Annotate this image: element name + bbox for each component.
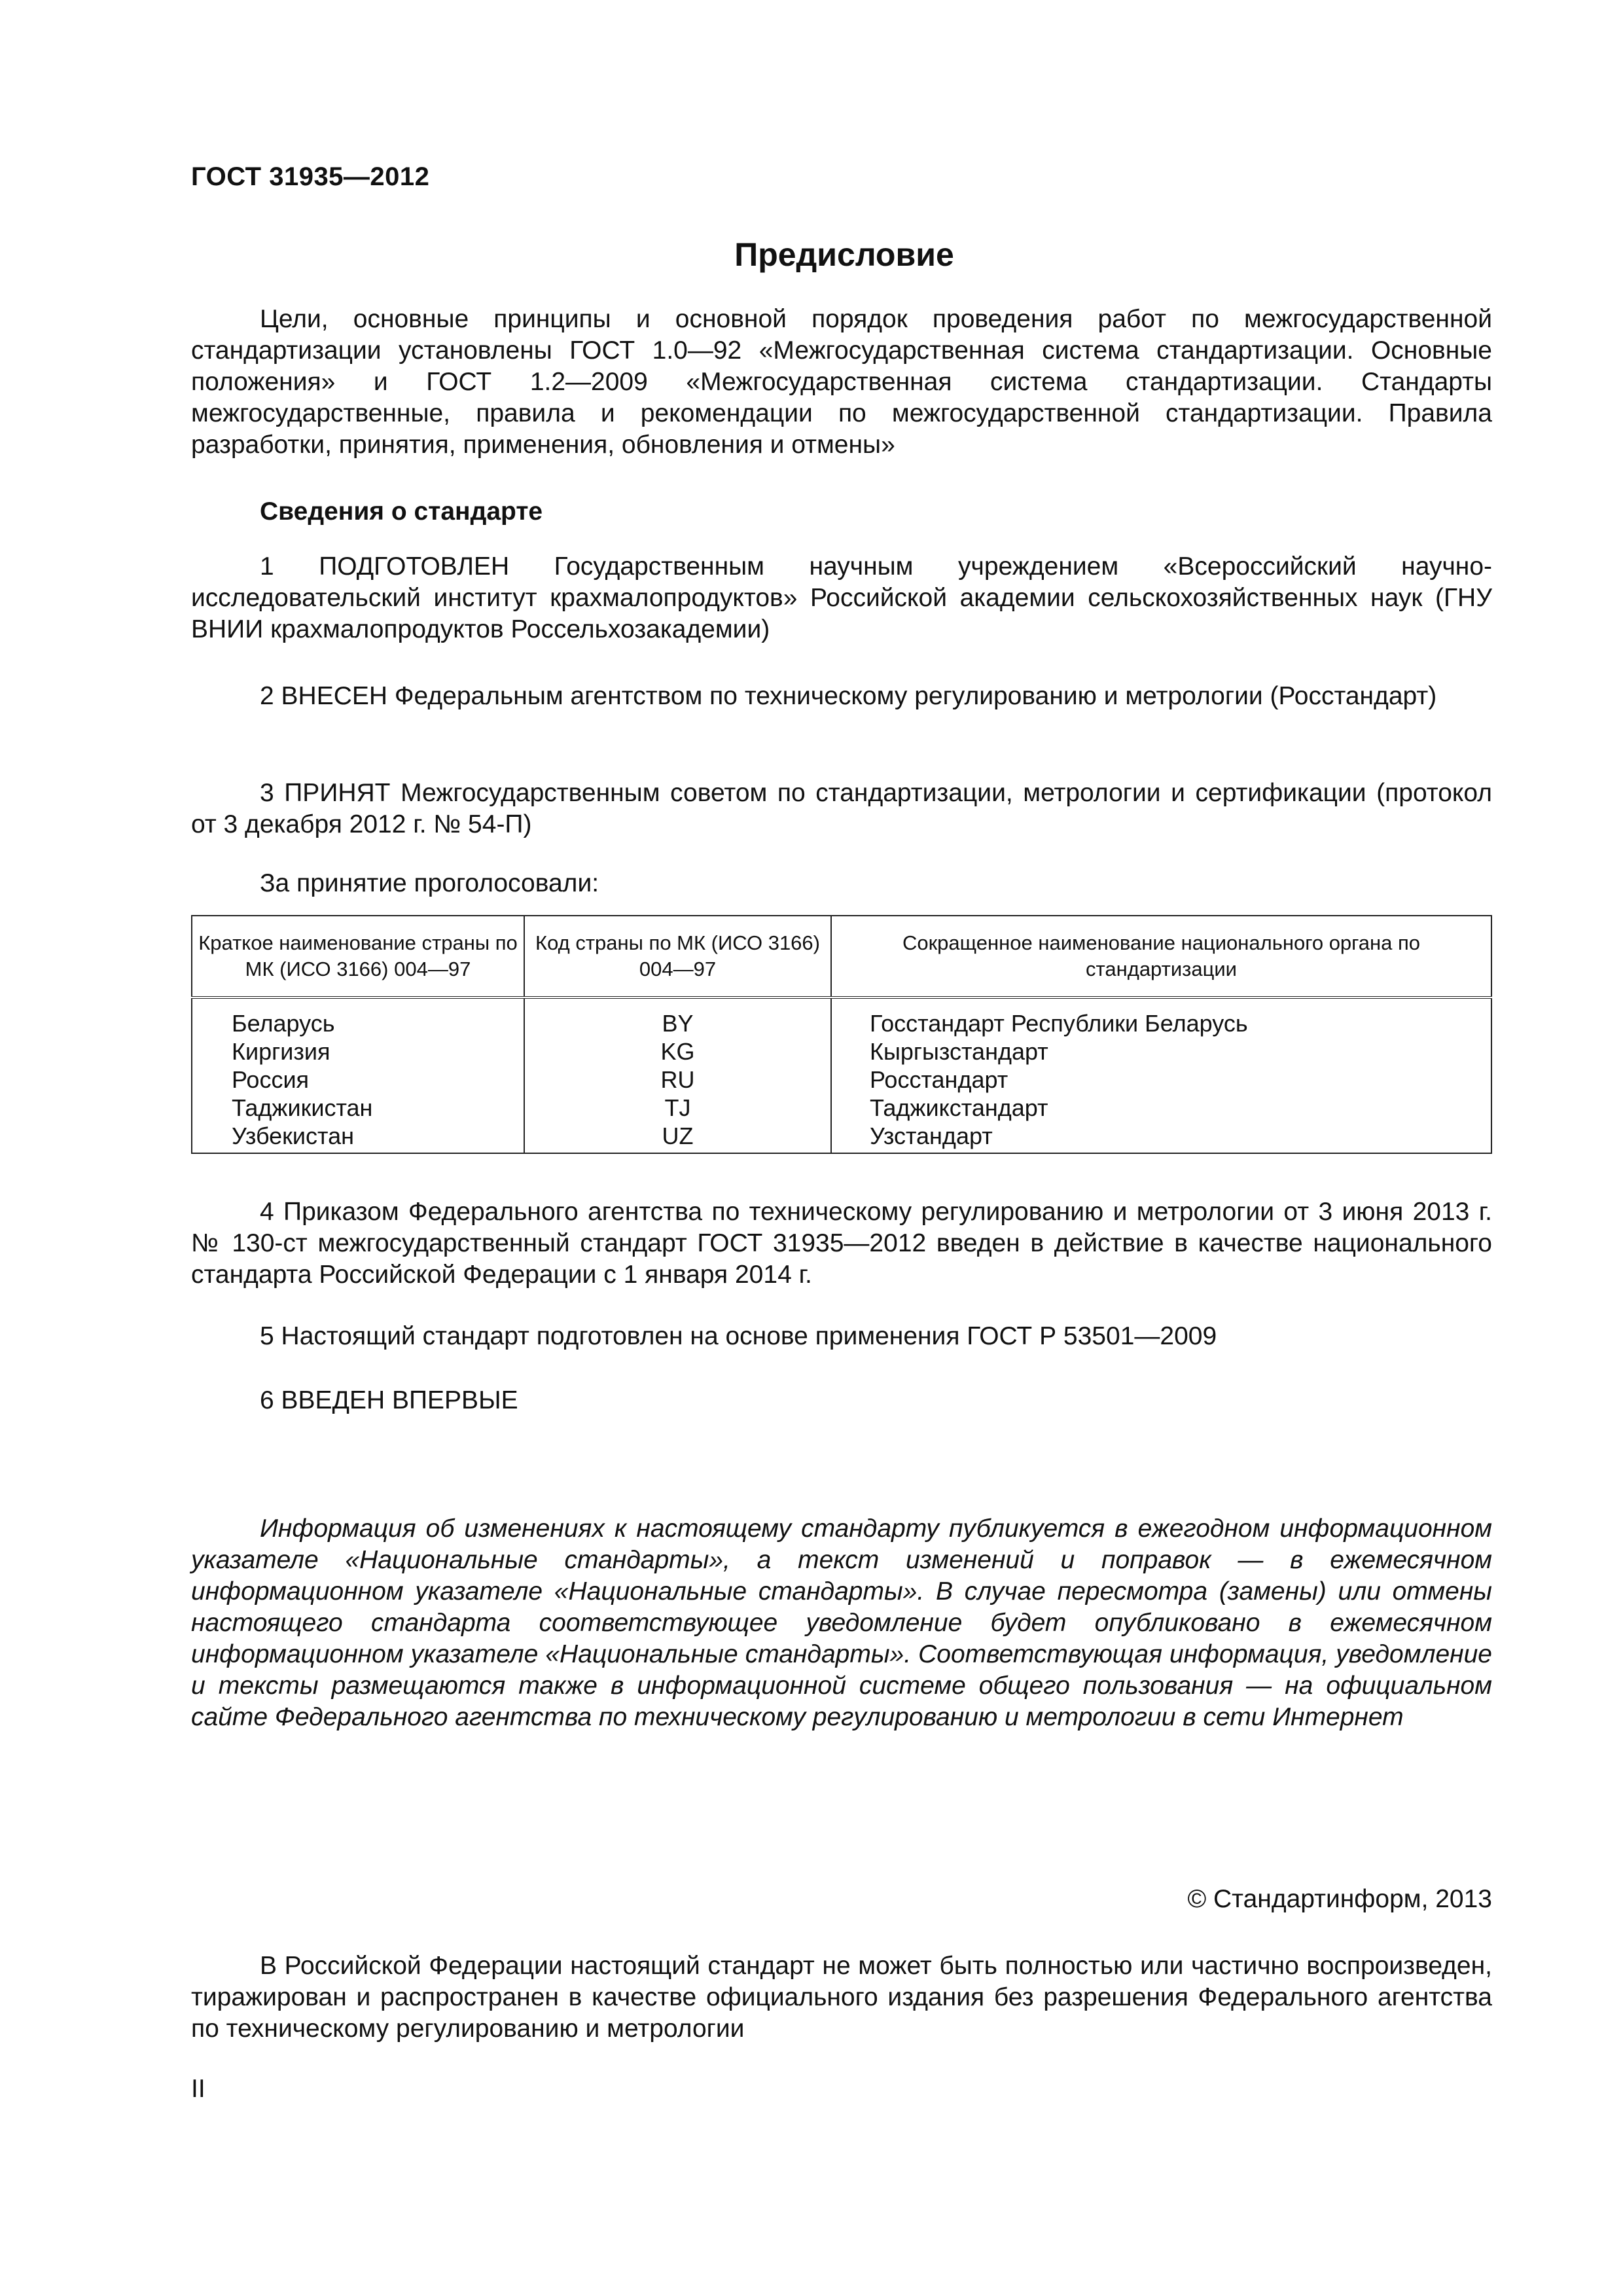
copyright-line: © Стандартинформ, 2013 — [1187, 1885, 1492, 1913]
item-6-paragraph: 6 ВВЕДЕН ВПЕРВЫЕ — [260, 1386, 518, 1414]
code-cell: TJ — [524, 1094, 831, 1122]
item-3-paragraph: 3 ПРИНЯТ Межгосударственным советом по стандартизации, метрологии и сертификации (протокол от 3 декабря 2012 г. № 54-П) — [191, 779, 1492, 838]
code-cell: UZ — [524, 1122, 831, 1153]
table-row — [192, 1094, 1491, 1122]
body-cell: Росстандарт — [831, 1066, 1491, 1094]
code-cell: BY — [524, 997, 831, 1037]
table-header-code: Код страны по МК (ИСО 3166) 004—97 — [524, 916, 831, 997]
table-row — [192, 1122, 1491, 1153]
item-4-paragraph: 4 Приказом Федерального агентства по техническому регулированию и метрологии от 3 июня 2013 г. № 130-ст межгосударственный стандарт ГОСТ 31935—2012 введен в действие в качестве национального стандарта Российской Федерации с 1 января 2014 г. — [191, 1198, 1492, 1289]
body-cell: Кыргызстандарт — [831, 1037, 1491, 1066]
body-cell: Таджикстандарт — [831, 1094, 1491, 1122]
country-cell: Беларусь — [192, 997, 524, 1037]
voting-table — [191, 915, 1492, 1154]
country-cell: Узбекистан — [192, 1122, 524, 1153]
standard-code-header: ГОСТ 31935—2012 — [191, 162, 430, 191]
table-header-row — [192, 916, 1491, 997]
info-notice-paragraph: Информация об изменениях к настоящему стандарту публикуется в ежегодном информационном указателе «Национальные стандарты», а текст изменений и поправок — в ежемесячном информационном указателе «Национальные стандарты». В случае пересмотра (замены) или отмены настоящего стандарта соответствующее уведомление будет опубликовано в ежемесячном информационном указателе «Национальные стандарты». Соответствующая информация, уведомление и тексты размещаются также в информационной системе общего пользования — на официальном сайте Федерального агентства по техническому регулированию и метрологии в сети Интернет — [191, 1515, 1492, 1731]
table-row — [192, 1037, 1491, 1066]
item-2-paragraph: 2 ВНЕСЕН Федеральным агентством по техническому регулированию и метрологии (Росстандарт) — [260, 682, 1437, 710]
code-cell: RU — [524, 1066, 831, 1094]
country-cell: Россия — [192, 1066, 524, 1094]
reproduction-notice-paragraph: В Российской Федерации настоящий стандарт не может быть полностью или частично воспроизведен, тиражирован и распространен в качестве официального издания без разрешения Федерального агентства по техническому регулированию и метрологии — [191, 1952, 1492, 2043]
page-number: II — [191, 2075, 205, 2103]
country-cell: Таджикистан — [192, 1094, 524, 1122]
table-row — [192, 1066, 1491, 1094]
table-row — [192, 997, 1491, 1037]
code-cell: KG — [524, 1037, 831, 1066]
section-subheading: Сведения о стандарте — [260, 497, 543, 526]
table-header-body: Сокращенное наименование национального органа по стандартизации — [831, 916, 1491, 997]
body-cell: Узстандарт — [831, 1122, 1491, 1153]
voted-label: За принятие проголосовали: — [260, 869, 599, 897]
country-cell: Киргизия — [192, 1037, 524, 1066]
page-title: Предисловие — [734, 236, 954, 273]
body-cell: Госстандарт Республики Беларусь — [831, 997, 1491, 1037]
intro-paragraph: Цели, основные принципы и основной порядок проведения работ по межгосударственной стандартизации установлены ГОСТ 1.0—92 «Межгосударственная система стандартизации. Основные положения» и ГОСТ 1.2—2009 «Межгосударственная система стандартизации. Стандарты межгосударственные, правила и рекомендации по межгосударственной стандартизации. Правила разработки, принятия, применения, обновления и отмены» — [191, 305, 1492, 459]
item-5-paragraph: 5 Настоящий стандарт подготовлен на основе применения ГОСТ Р 53501—2009 — [260, 1322, 1217, 1350]
item-1-paragraph: 1 ПОДГОТОВЛЕН Государственным научным учреждением «Всероссийский научно-исследовательский институт крахмалопродуктов» Российской академии сельскохозяйственных наук (ГНУ ВНИИ крахмалопродуктов Россельхозакадемии) — [191, 552, 1492, 643]
table-header-country: Краткое наименование страны по МК (ИСО 3166) 004—97 — [192, 916, 524, 997]
